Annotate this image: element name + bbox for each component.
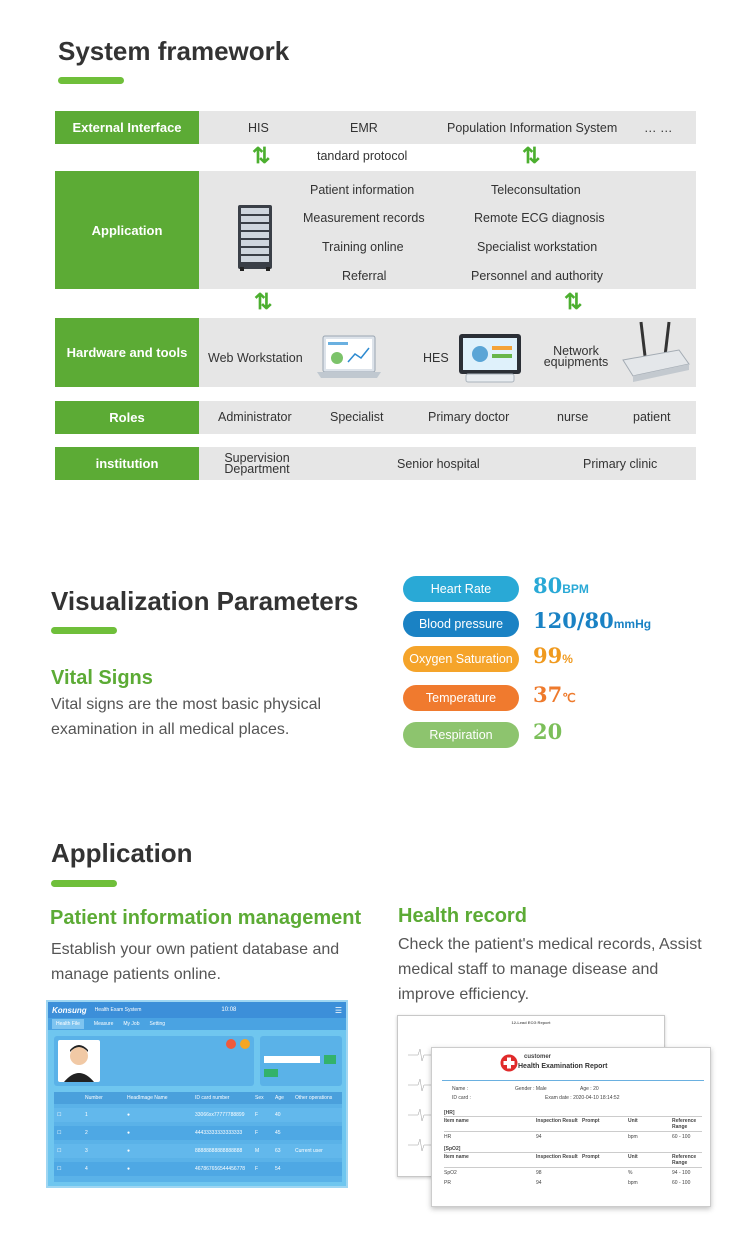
table-cell: F (255, 1130, 259, 1136)
hardware-item-network: Network equipments (543, 344, 609, 369)
vital-param-label: Oxygen Saturation (403, 646, 519, 672)
table-cell: 44433333333333333 (195, 1130, 243, 1136)
tab-setting[interactable]: Setting (149, 1021, 166, 1027)
vital-param-label: Temperature (403, 685, 519, 711)
vital-param-value: 120/80mmHg (533, 608, 652, 633)
framework-title: System framework (58, 36, 290, 66)
report-cell: 60 - 100 (672, 1134, 691, 1140)
report-sections (444, 1106, 702, 1188)
avatar: ● (127, 1166, 131, 1172)
role-patient: patient (633, 410, 671, 424)
hardware-item-web: Web Workstation (208, 351, 303, 365)
report-row (444, 1168, 702, 1178)
application-row (199, 171, 696, 289)
vital-param-unit: BPM (562, 582, 589, 596)
report-row (444, 1178, 702, 1188)
external-item-emr: EMR (350, 121, 378, 135)
report-cell: % (628, 1170, 633, 1176)
report-id: ID card : (452, 1095, 471, 1101)
app-item-training: Training online (322, 240, 404, 254)
external-item-more: … … (644, 121, 673, 135)
folder-icon[interactable] (240, 1039, 250, 1049)
external-interface-label: External Interface (55, 111, 199, 144)
report-cell (582, 1170, 628, 1176)
report-cell: 98 (536, 1170, 542, 1176)
table-cell: F (255, 1112, 259, 1118)
laptop-icon (315, 334, 383, 380)
patient-mgmt-desc: Establish your own patient database and manage patients online. (51, 941, 340, 983)
vital-param-label: Heart Rate (403, 576, 519, 602)
vital-param-unit: ℃ (562, 691, 576, 705)
report-col-header-cell: Prompt (582, 1118, 600, 1124)
report-col-header-cell: Item name (444, 1118, 469, 1124)
report-cell: 94 (536, 1180, 542, 1186)
table-row[interactable] (54, 1162, 342, 1176)
table-header-cell: HeadImage Name (127, 1095, 168, 1101)
table-header-cell: Age (275, 1095, 284, 1101)
report-gender: Gender : Male (515, 1086, 547, 1092)
vital-signs-heading: Vital Signs (51, 667, 153, 689)
hes-device-icon (458, 333, 522, 383)
screen-header (48, 1002, 346, 1018)
report-col-header-cell: Inspection Result (536, 1154, 578, 1160)
institution-label: institution (55, 447, 199, 480)
vital-signs-desc: Vital signs are the most basic physical examination in all medical places. (51, 696, 322, 738)
patient-mgmt-heading: Patient information management (50, 907, 362, 929)
external-item-population: Population Information System (447, 121, 618, 135)
tab-my-job[interactable]: My Job (123, 1021, 140, 1027)
table-cell: 45 (275, 1130, 281, 1136)
report-cell: bpm (628, 1134, 638, 1140)
vital-param-value: 99% (533, 643, 573, 668)
application-title: Application (51, 838, 193, 868)
screen-time: 10:08 (221, 1007, 237, 1013)
table-row[interactable] (54, 1144, 342, 1158)
table-cell: M (255, 1148, 260, 1154)
table-cell: 1 (85, 1112, 88, 1118)
report-col-header-cell: Item name (444, 1154, 469, 1160)
vital-param-value: 37℃ (533, 682, 576, 707)
report-cell: 94 - 100 (672, 1170, 691, 1176)
role-specialist: Specialist (330, 410, 384, 424)
report-cell: 60 - 100 (672, 1180, 691, 1186)
vital-param-unit: % (562, 652, 573, 666)
report-cell (582, 1180, 628, 1186)
row-checkbox[interactable]: ☐ (57, 1112, 62, 1118)
roles-row (199, 401, 696, 434)
app-item-personnel: Personnel and authority (471, 269, 604, 283)
report-title: Health Examination Report (518, 1063, 608, 1070)
external-interface-row (199, 111, 696, 144)
server-rack-icon (237, 205, 273, 271)
screen-tabs (48, 1018, 346, 1030)
screen-brand: Konsung (52, 1005, 87, 1015)
report-cell: SpO2 (444, 1170, 457, 1176)
report-age: Age : 20 (580, 1086, 599, 1092)
roles-label: Roles (55, 401, 199, 434)
institution-row (199, 447, 696, 480)
table-cell: 3 (85, 1148, 88, 1154)
report-cell (582, 1134, 628, 1140)
report-cell: bpm (628, 1180, 638, 1186)
search-panel (260, 1036, 342, 1086)
app-item-patient-info: Patient information (310, 183, 415, 197)
report-col-header (444, 1116, 702, 1132)
hardware-item-hes: HES (423, 351, 449, 365)
table-header-cell: ID card number (195, 1095, 230, 1101)
router-icon (619, 320, 691, 384)
tab-measure[interactable]: Measure (93, 1021, 114, 1027)
report-col-header-cell: Unit (628, 1118, 638, 1124)
institution-senior-hospital: Senior hospital (397, 457, 480, 471)
avatar: ● (127, 1130, 131, 1136)
vital-param-label: Respiration (403, 722, 519, 748)
table-cell: 33066xx77777788899 (195, 1112, 245, 1118)
row-checkbox[interactable]: ☐ (57, 1148, 62, 1154)
updown-arrow-icon: ⇅ (522, 143, 538, 168)
hardware-row (199, 318, 696, 387)
report-section-title: [HR] (444, 1110, 455, 1116)
visual-title: Visualization Parameters (51, 586, 359, 616)
table-cell: F (255, 1166, 259, 1172)
institution-supervision: Supervision Department (224, 451, 290, 476)
table-cell: Current user (295, 1148, 323, 1154)
updown-arrow-icon: ⇅ (254, 289, 270, 314)
edit-icon[interactable] (226, 1039, 236, 1049)
report-cell: 94 (536, 1134, 542, 1140)
table-row[interactable] (54, 1108, 342, 1122)
application-underline (51, 880, 117, 887)
patient-system-screenshot (46, 1000, 348, 1188)
menu-icon[interactable]: ☰ (334, 1005, 342, 1015)
health-record-desc: Check the patient's medical records, Assist medical staff to manage disease and improve efficiency. (398, 936, 702, 1003)
hardware-label: Hardware and tools (55, 318, 199, 387)
table-cell: 4 (85, 1166, 88, 1172)
protocol-label: tandard protocol (317, 149, 408, 163)
vital-param-label: Blood pressure (403, 611, 519, 637)
report-col-header-cell: Reference Range (672, 1118, 697, 1130)
table-row[interactable] (54, 1126, 342, 1140)
health-record-heading: Health record (398, 905, 527, 927)
report-col-header-cell: Unit (628, 1154, 638, 1160)
report-col-header (444, 1152, 702, 1168)
updown-arrow-icon: ⇅ (252, 143, 268, 168)
patient-card (54, 1036, 254, 1086)
report-row (444, 1132, 702, 1142)
vital-param-value: 80BPM (533, 573, 589, 598)
table-cell: 63 (275, 1148, 281, 1154)
table-cell: 88888888888888888 (195, 1148, 243, 1154)
table-cell: 2 (85, 1130, 88, 1136)
search-input[interactable] (264, 1056, 320, 1063)
screen-system-name: Health Exam System (94, 1007, 142, 1013)
role-nurse: nurse (557, 410, 589, 424)
table-body (54, 1108, 342, 1176)
report-exam-date: Exam date : 2020-04-10 18:14:52 (545, 1095, 620, 1101)
framework-underline (58, 77, 124, 84)
table-header-cell: Sex (255, 1095, 264, 1101)
report-col-header-cell: Prompt (582, 1154, 600, 1160)
application-label: Application (55, 171, 199, 289)
row-checkbox[interactable]: ☐ (57, 1166, 62, 1172)
app-item-teleconsultation: Teleconsultation (491, 183, 581, 197)
clear-button[interactable] (264, 1069, 278, 1077)
tab-health-file[interactable]: Health File (52, 1019, 84, 1029)
avatar: ● (127, 1112, 131, 1118)
report-section-title: [SpO2] (444, 1146, 461, 1152)
table-cell: 40 (275, 1112, 281, 1118)
report-col-header-cell: Inspection Result (536, 1118, 578, 1124)
table-header (54, 1092, 342, 1104)
report-customer: customer (524, 1054, 552, 1060)
role-primary-doctor: Primary doctor (428, 410, 510, 424)
visual-underline (51, 627, 117, 634)
vital-param-value: 20 (533, 719, 563, 744)
patient-avatar (58, 1040, 100, 1082)
report-name: Name : (452, 1086, 469, 1092)
report-cell: HR (444, 1134, 452, 1140)
role-administrator: Administrator (218, 410, 292, 424)
report-divider (442, 1080, 704, 1081)
app-item-measurement: Measurement records (303, 211, 425, 225)
avatar: ● (127, 1148, 131, 1154)
app-item-referral: Referral (342, 269, 387, 283)
report-col-header-cell: Reference Range (672, 1154, 697, 1166)
table-cell: 467867656544456778 (195, 1166, 246, 1172)
report-logo-icon (500, 1054, 518, 1072)
search-button[interactable] (324, 1055, 336, 1064)
external-item-his: HIS (248, 121, 269, 135)
updown-arrow-icon: ⇅ (564, 289, 580, 314)
patient-table (54, 1092, 342, 1182)
table-header-cell: Number (85, 1095, 103, 1101)
vital-param-unit: mmHg (613, 617, 652, 631)
app-item-remote-ecg: Remote ECG diagnosis (474, 211, 605, 225)
table-header-cell: Other operations (295, 1095, 333, 1101)
health-exam-report (431, 1047, 711, 1207)
app-item-specialist-ws: Specialist workstation (477, 240, 598, 254)
row-checkbox[interactable]: ☐ (57, 1130, 62, 1136)
ecg-report-title: 12-Lead ECG Report (511, 1020, 551, 1025)
institution-primary-clinic: Primary clinic (583, 457, 658, 471)
table-cell: 54 (275, 1166, 281, 1172)
report-cell: PR (444, 1180, 451, 1186)
